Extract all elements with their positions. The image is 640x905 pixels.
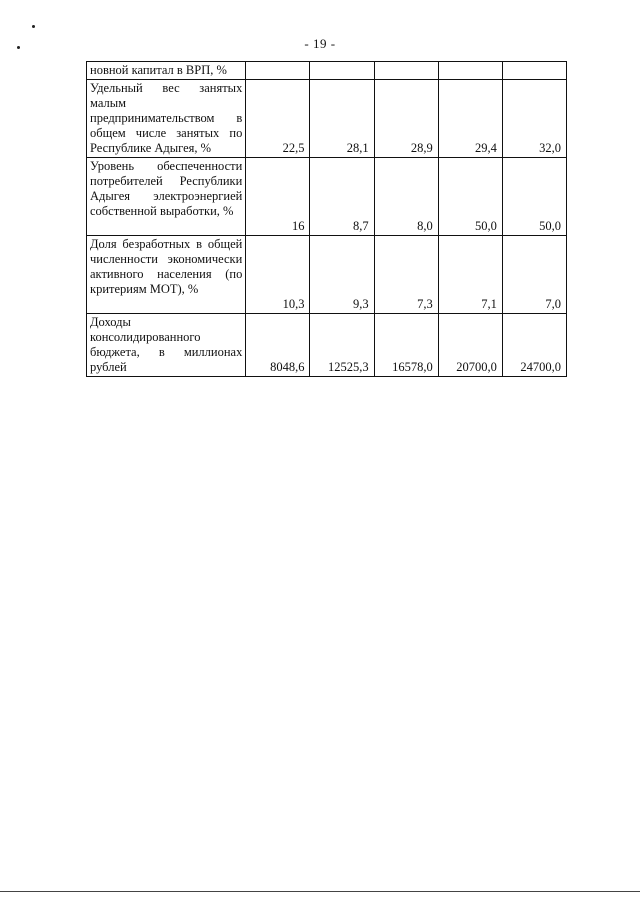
table-cell — [438, 62, 502, 80]
row-label: Уровень обеспеченности потребителей Республики Адыгея электроэнергией собственной выработки, % — [87, 158, 246, 236]
table-row — [87, 62, 567, 80]
indicator-table — [86, 61, 567, 377]
table-row — [87, 314, 567, 377]
table-cell — [246, 62, 310, 80]
row-label: Доля безработных в общей численности экономически активного населения (по критериям МОТ), % — [87, 236, 246, 314]
table-cell: 24700,0 — [502, 314, 566, 377]
table-cell — [502, 62, 566, 80]
table-cell: 7,0 — [502, 236, 566, 314]
table-cell: 50,0 — [502, 158, 566, 236]
table-row — [87, 158, 567, 236]
table-cell: 29,4 — [438, 80, 502, 158]
table-cell: 20700,0 — [438, 314, 502, 377]
table-cell: 9,3 — [310, 236, 374, 314]
page-bottom-edge — [0, 891, 640, 892]
table-cell: 22,5 — [246, 80, 310, 158]
table-cell: 16 — [246, 158, 310, 236]
table-cell: 8048,6 — [246, 314, 310, 377]
row-label: Доходы консолидированного бюджета, в миллионах рублей — [87, 314, 246, 377]
scan-speck — [32, 25, 35, 28]
table-cell: 28,9 — [374, 80, 438, 158]
table-cell: 28,1 — [310, 80, 374, 158]
table-cell: 32,0 — [502, 80, 566, 158]
table-cell — [310, 62, 374, 80]
table-row — [87, 236, 567, 314]
table-cell: 10,3 — [246, 236, 310, 314]
table-row — [87, 80, 567, 158]
table-cell: 12525,3 — [310, 314, 374, 377]
table-cell — [374, 62, 438, 80]
table-cell: 7,1 — [438, 236, 502, 314]
table-cell: 8,7 — [310, 158, 374, 236]
row-label: Удельный вес занятых малым предпринимательством в общем числе занятых по Республике Адыгея, % — [87, 80, 246, 158]
page-number: - 19 - — [304, 36, 336, 51]
table-cell: 7,3 — [374, 236, 438, 314]
table-cell: 50,0 — [438, 158, 502, 236]
table-cell: 8,0 — [374, 158, 438, 236]
table-cell: 16578,0 — [374, 314, 438, 377]
row-label: новной капитал в ВРП, % — [87, 62, 246, 80]
